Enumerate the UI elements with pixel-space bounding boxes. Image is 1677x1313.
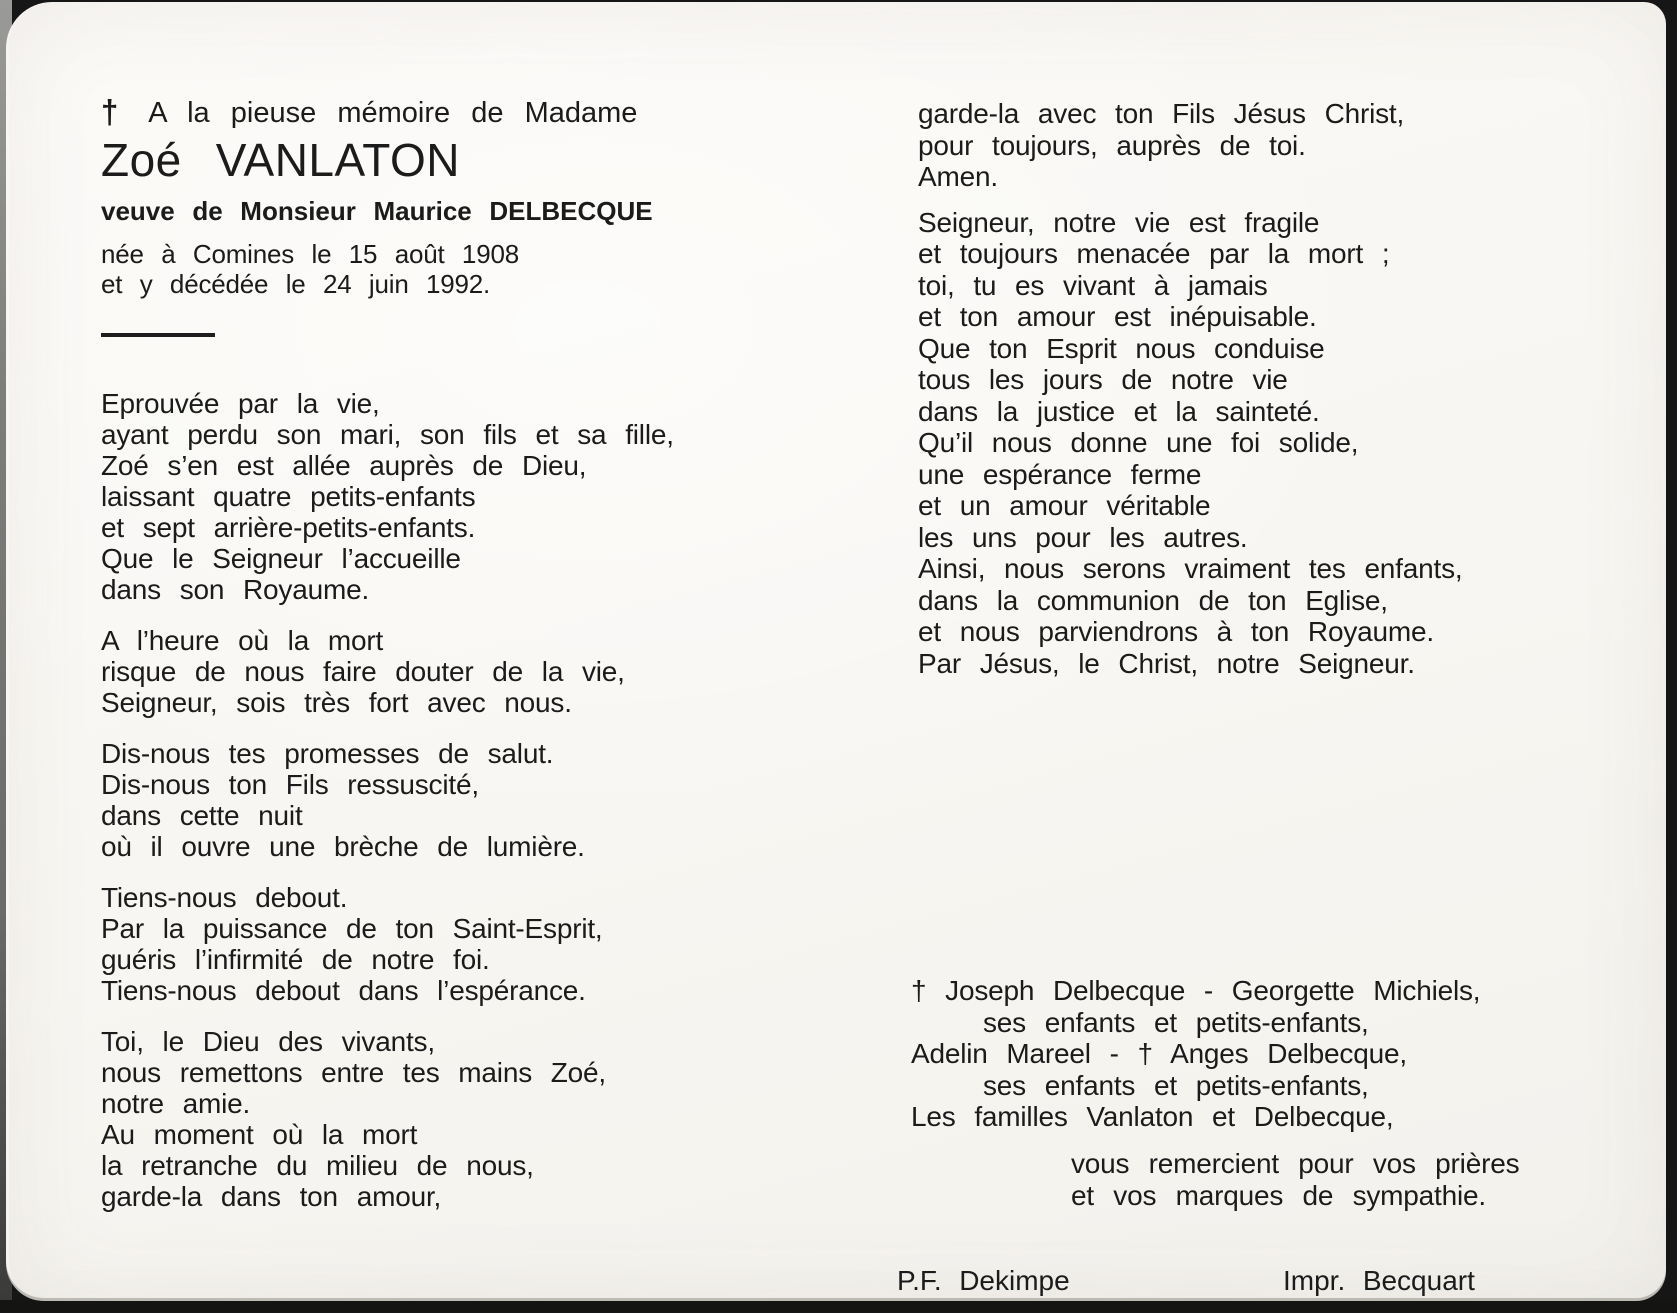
poem-line: guéris l’infirmité de notre foi. <box>101 944 490 975</box>
dates-block <box>101 239 741 299</box>
left-column <box>101 92 741 1212</box>
poem-line: Tiens-nous debout. <box>101 882 348 913</box>
family-acknowledgement <box>911 975 1531 1133</box>
poem-line: Seigneur, notre vie est fragile <box>918 206 1320 238</box>
relation-line: veuve de Monsieur Maurice DELBECQUE <box>101 196 653 226</box>
memorial-line <box>101 92 741 131</box>
family-line: Les familles Vanlaton et Delbecque, <box>911 1101 1394 1132</box>
paragraph <box>101 625 741 718</box>
death-line: et y décédée le 24 juin 1992. <box>101 269 491 299</box>
poem-line: pour toujours, auprès de toi. <box>918 129 1306 161</box>
poem-line: Ainsi, nous serons vraiment tes enfants, <box>918 553 1463 584</box>
poem-line: et un amour véritable <box>918 490 1211 521</box>
poem-line: Amen. <box>918 161 998 192</box>
poem-line: nous remettons entre tes mains Zoé, <box>101 1057 606 1088</box>
poem-line: et nous parviendrons à ton Royaume. <box>918 616 1434 647</box>
cross-icon: † <box>101 92 119 131</box>
poem-line: Seigneur, sois très fort avec nous. <box>101 687 572 718</box>
poem-line: garde-la dans ton amour, <box>101 1181 442 1212</box>
poem-line: toi, tu es vivant à jamais <box>918 269 1268 301</box>
poem-line: dans la justice et la sainteté. <box>918 395 1320 427</box>
family-line: ses enfants et petits-enfants, <box>983 1069 1369 1101</box>
poem-line: Eprouvée par la vie, <box>101 388 380 419</box>
family-line: Adelin Mareel - † Anges Delbecque, <box>911 1038 1407 1069</box>
poem-line: notre amie. <box>101 1088 251 1119</box>
poem-line: dans son Royaume. <box>101 574 370 605</box>
right-prayer-text <box>918 98 1578 679</box>
poem-line: Zoé s’en est allée auprès de Dieu, <box>101 450 587 481</box>
poem-line: Que ton Esprit nous conduise <box>918 332 1325 364</box>
left-prayer-text <box>101 388 741 1212</box>
poem-line: tous les jours de notre vie <box>918 364 1288 395</box>
printer-credit: Impr. Becquart <box>1283 1265 1475 1296</box>
thanks-line: vous remercient pour vos prières <box>1071 1148 1520 1179</box>
right-column <box>918 98 1578 679</box>
poem-line: garde-la avec ton Fils Jésus Christ, <box>918 98 1405 129</box>
divider-rule <box>101 333 215 337</box>
family-line: ses enfants et petits-enfants, <box>983 1006 1369 1038</box>
poem-line: Dis-nous ton Fils ressuscité, <box>101 769 479 800</box>
deceased-name: Zoé VANLATON <box>101 134 461 186</box>
poem-line: et sept arrière-petits-enfants. <box>101 512 476 543</box>
family-line: † Joseph Delbecque - Georgette Michiels, <box>911 975 1481 1006</box>
thanks-line: et vos marques de sympathie. <box>1071 1180 1486 1211</box>
poem-line: Au moment où la mort <box>101 1119 418 1150</box>
poem-line: Par la puissance de ton Saint-Esprit, <box>101 913 603 944</box>
poem-line: Par Jésus, le Christ, notre Seigneur. <box>918 647 1415 679</box>
poem-line: Dis-nous tes promesses de salut. <box>101 738 554 769</box>
poem-line: où il ouvre une brèche de lumière. <box>101 831 585 862</box>
poem-line: risque de nous faire douter de la vie, <box>101 656 625 687</box>
memorial-line-text: A la pieuse mémoire de Madame <box>148 97 638 129</box>
poem-line: A l’heure où la mort <box>101 625 384 656</box>
paragraph <box>101 1026 741 1212</box>
poem-line: ayant perdu son mari, son fils et sa fille, <box>101 419 674 450</box>
paragraph <box>101 882 741 1006</box>
poem-line: dans cette nuit <box>101 800 303 831</box>
thanks-block <box>1071 1148 1551 1212</box>
paragraph <box>918 207 1578 680</box>
poem-line: et ton amour est inépuisable. <box>918 301 1317 332</box>
poem-line: Que le Seigneur l’accueille <box>101 543 461 574</box>
paragraph <box>101 738 741 862</box>
poem-line: dans la communion de ton Eglise, <box>918 584 1388 616</box>
birth-line: née à Comines le 15 août 1908 <box>101 239 519 269</box>
scan-bottom-edge <box>0 1300 1677 1313</box>
poem-line: Qu’il nous donne une foi solide, <box>918 427 1359 458</box>
memorial-card <box>6 2 1666 1301</box>
poem-line: et toujours menacée par la mort ; <box>918 238 1390 269</box>
poem-line: laissant quatre petits-enfants <box>101 481 476 512</box>
poem-line: la retranche du milieu de nous, <box>101 1150 534 1181</box>
paragraph <box>918 98 1578 193</box>
poem-line: Toi, le Dieu des vivants, <box>101 1026 435 1057</box>
poem-line: une espérance ferme <box>918 458 1202 490</box>
funeral-home-credit: P.F. Dekimpe <box>897 1265 1070 1296</box>
paragraph <box>101 388 741 605</box>
poem-line: les uns pour les autres. <box>918 521 1248 553</box>
poem-line: Tiens-nous debout dans l’espérance. <box>101 975 586 1006</box>
